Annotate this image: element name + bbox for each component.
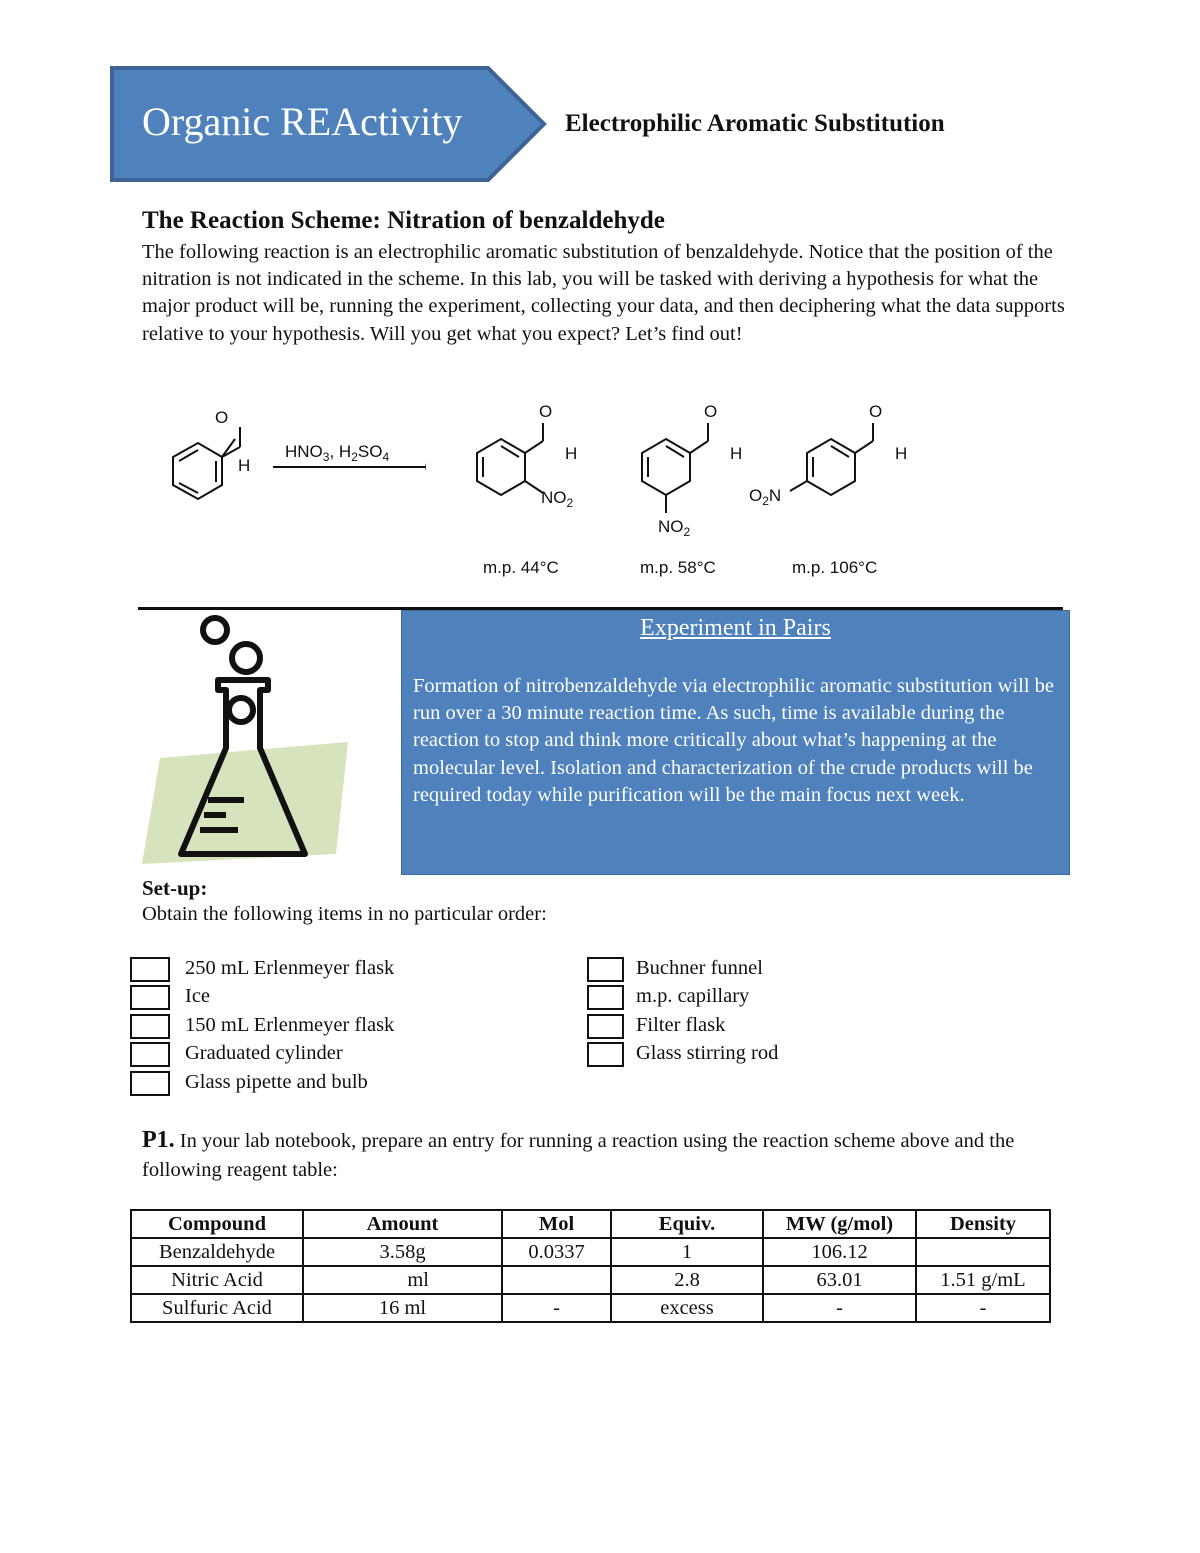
intro-paragraph: The following reaction is an electrophilic aromatic substitution of benzaldehyde. Notice that the position of the nitration is not indicated in the scheme. In this lab, you will be tasked with deriving a hypothesis for what the major product will be, running the experiment, collecting your data, and then deciphering what the data supports relative to your hypothesis. Will you get what you expect? Let’s find out!: [142, 241, 1065, 345]
col-amount: Amount: [303, 1210, 502, 1238]
checkbox[interactable]: [130, 1042, 170, 1067]
mp-para: m.p. 106°C: [792, 558, 878, 577]
experiment-box: [401, 610, 1070, 875]
arrow-head: [425, 463, 426, 471]
table-cell: Benzaldehyde: [131, 1238, 303, 1266]
atom-h-meta: H: [730, 444, 743, 463]
experiment-body: Formation of nitrobenzaldehyde via electrophilic aromatic substitution will be run over a 30 minute reaction time. As such, time is available during the reaction to stop and think more critically about what’s happening at the molecular level. Isolation and characterization of the crude products will be required today while purification will be the main focus next week.: [413, 675, 1055, 806]
table-cell: -: [502, 1294, 611, 1322]
checkbox[interactable]: [130, 1014, 170, 1039]
brand-title: Organic REActivity: [142, 99, 463, 144]
atom-o-start: O: [215, 408, 229, 427]
table-cell: -: [763, 1294, 916, 1322]
atom-o-para: O: [869, 402, 883, 421]
setup-heading: Set-up:: [142, 876, 208, 900]
topic-title: Electrophilic Aromatic Substitution: [565, 110, 945, 137]
checkbox[interactable]: [587, 1014, 624, 1039]
table-cell: ml: [303, 1266, 502, 1294]
atom-o-meta: O: [704, 402, 718, 421]
table-cell: 1.51 g/mL: [916, 1266, 1050, 1294]
question-text: In your lab notebook, prepare an entry for running a reaction using the reaction scheme above and the following reagent table:: [142, 1130, 1015, 1181]
atom-h-start: H: [238, 456, 251, 475]
mp-meta: m.p. 58°C: [640, 558, 716, 577]
table-cell: 63.01: [763, 1266, 916, 1294]
atom-h-para: H: [895, 444, 908, 463]
meta-product: [642, 423, 708, 513]
table-cell: 106.12: [763, 1238, 916, 1266]
table-cell: Sulfuric Acid: [131, 1294, 303, 1322]
table-header-row: [131, 1210, 1050, 1238]
table-cell: [916, 1238, 1050, 1266]
checkbox[interactable]: [130, 957, 170, 982]
reagent-table: [130, 1209, 1051, 1323]
nitro-meta: $NO_2$: [658, 517, 691, 539]
table-cell: Nitric Acid: [131, 1266, 303, 1294]
table-row: [131, 1238, 1050, 1266]
table-cell: excess: [611, 1294, 763, 1322]
atom-h-ortho: H: [565, 444, 578, 463]
mp-ortho: m.p. 44°C: [483, 558, 559, 577]
setup-subtitle: Obtain the following items in no particular order:: [142, 903, 547, 925]
checkbox[interactable]: [130, 985, 170, 1010]
table-cell: 0.0337: [502, 1238, 611, 1266]
table-cell: 16 ml: [303, 1294, 502, 1322]
checkbox[interactable]: [587, 957, 624, 982]
flask-icon: [138, 610, 398, 872]
atom-o-ortho: O: [539, 402, 553, 421]
table-cell: [502, 1266, 611, 1294]
table-cell: 2.8: [611, 1266, 763, 1294]
section-heading: The Reaction Scheme: Nitration of benzaldehyde: [142, 207, 665, 234]
col-mw: MW (g/mol): [763, 1210, 916, 1238]
col-density: Density: [916, 1210, 1050, 1238]
question-p1: [142, 1126, 1062, 1185]
reaction-scheme: [130, 395, 930, 545]
col-equiv: Equiv.: [611, 1210, 763, 1238]
nitro-ortho: $NO_2$: [541, 488, 574, 510]
question-label: P1.: [142, 1127, 175, 1153]
checkbox[interactable]: [587, 985, 624, 1010]
table-row: [131, 1294, 1050, 1322]
ortho-product: [477, 423, 543, 495]
checkbox[interactable]: [130, 1071, 170, 1096]
checkbox[interactable]: [587, 1042, 624, 1067]
nitro-para: $O_2N$: [749, 486, 782, 508]
table-cell: -: [916, 1294, 1050, 1322]
experiment-title: Experiment in Pairs: [640, 615, 831, 641]
table-cell: 1: [611, 1238, 763, 1266]
reagents-label: $HNO_3$, $H_2SO_4$: [285, 442, 390, 464]
table-cell: 3.58g: [303, 1238, 502, 1266]
col-mol: Mol: [502, 1210, 611, 1238]
table-row: [131, 1266, 1050, 1294]
para-product: [790, 423, 873, 495]
col-compound: Compound: [131, 1210, 303, 1238]
